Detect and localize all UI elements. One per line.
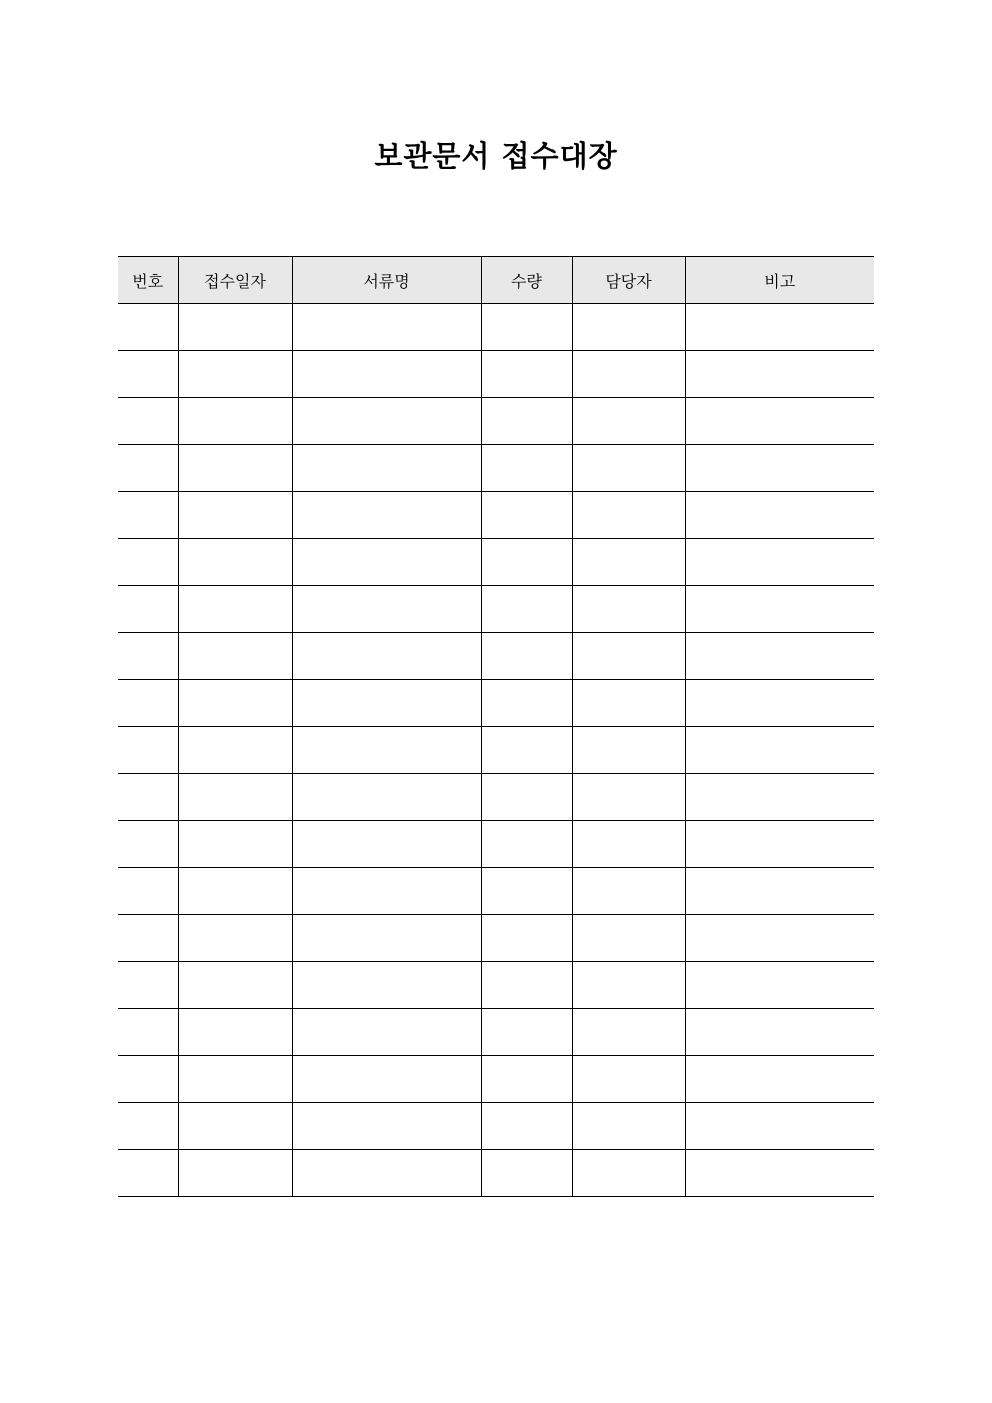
table-row — [118, 1009, 874, 1056]
cell-remarks[interactable] — [685, 868, 874, 915]
cell-number[interactable] — [118, 962, 178, 1009]
cell-person-in-charge[interactable] — [572, 680, 685, 727]
cell-quantity[interactable] — [481, 821, 572, 868]
cell-document-name[interactable] — [292, 351, 481, 398]
cell-number[interactable] — [118, 539, 178, 586]
cell-person-in-charge[interactable] — [572, 1009, 685, 1056]
cell-receipt-date[interactable] — [178, 727, 292, 774]
cell-quantity[interactable] — [481, 304, 572, 351]
cell-person-in-charge[interactable] — [572, 445, 685, 492]
cell-remarks[interactable] — [685, 351, 874, 398]
cell-receipt-date[interactable] — [178, 915, 292, 962]
cell-receipt-date[interactable] — [178, 680, 292, 727]
cell-quantity[interactable] — [481, 1150, 572, 1197]
cell-remarks[interactable] — [685, 1009, 874, 1056]
cell-remarks[interactable] — [685, 962, 874, 1009]
cell-document-name[interactable] — [292, 915, 481, 962]
cell-number[interactable] — [118, 727, 178, 774]
cell-remarks[interactable] — [685, 1056, 874, 1103]
cell-person-in-charge[interactable] — [572, 1056, 685, 1103]
cell-remarks[interactable] — [685, 1150, 874, 1197]
cell-number[interactable] — [118, 868, 178, 915]
cell-receipt-date[interactable] — [178, 821, 292, 868]
cell-person-in-charge[interactable] — [572, 633, 685, 680]
cell-number[interactable] — [118, 586, 178, 633]
cell-quantity[interactable] — [481, 727, 572, 774]
table-row — [118, 680, 874, 727]
cell-number[interactable] — [118, 351, 178, 398]
page-title: 보관문서 접수대장 — [374, 139, 618, 173]
cell-number[interactable] — [118, 774, 178, 821]
cell-receipt-date[interactable] — [178, 1056, 292, 1103]
header-number: 번호 — [118, 257, 178, 304]
cell-number[interactable] — [118, 1009, 178, 1056]
cell-remarks[interactable] — [685, 539, 874, 586]
cell-document-name[interactable] — [292, 962, 481, 1009]
cell-document-name[interactable] — [292, 445, 481, 492]
cell-receipt-date[interactable] — [178, 1103, 292, 1150]
cell-quantity[interactable] — [481, 398, 572, 445]
cell-quantity[interactable] — [481, 492, 572, 539]
table-row — [118, 492, 874, 539]
cell-remarks[interactable] — [685, 492, 874, 539]
cell-person-in-charge[interactable] — [572, 398, 685, 445]
table-header-row — [118, 257, 874, 304]
cell-person-in-charge[interactable] — [572, 962, 685, 1009]
cell-document-name[interactable] — [292, 398, 481, 445]
cell-person-in-charge[interactable] — [572, 351, 685, 398]
cell-person-in-charge[interactable] — [572, 492, 685, 539]
cell-person-in-charge[interactable] — [572, 727, 685, 774]
cell-receipt-date[interactable] — [178, 774, 292, 821]
cell-person-in-charge[interactable] — [572, 821, 685, 868]
header-receipt-date: 접수일자 — [178, 257, 292, 304]
cell-receipt-date[interactable] — [178, 304, 292, 351]
cell-receipt-date[interactable] — [178, 351, 292, 398]
table-row — [118, 539, 874, 586]
table-row — [118, 1103, 874, 1150]
cell-number[interactable] — [118, 492, 178, 539]
cell-quantity[interactable] — [481, 445, 572, 492]
cell-document-name[interactable] — [292, 633, 481, 680]
table-row — [118, 727, 874, 774]
cell-remarks[interactable] — [685, 1103, 874, 1150]
cell-receipt-date[interactable] — [178, 1009, 292, 1056]
table-row — [118, 445, 874, 492]
cell-document-name[interactable] — [292, 680, 481, 727]
table-row — [118, 868, 874, 915]
cell-quantity[interactable] — [481, 1056, 572, 1103]
cell-person-in-charge[interactable] — [572, 915, 685, 962]
cell-quantity[interactable] — [481, 774, 572, 821]
table-row — [118, 915, 874, 962]
receipt-ledger-table — [118, 256, 874, 1197]
cell-receipt-date[interactable] — [178, 398, 292, 445]
cell-remarks[interactable] — [685, 304, 874, 351]
table-row — [118, 586, 874, 633]
cell-document-name[interactable] — [292, 304, 481, 351]
cell-quantity[interactable] — [481, 633, 572, 680]
cell-number[interactable] — [118, 821, 178, 868]
cell-remarks[interactable] — [685, 774, 874, 821]
header-person-in-charge: 담당자 — [572, 257, 685, 304]
table-row — [118, 633, 874, 680]
cell-person-in-charge[interactable] — [572, 868, 685, 915]
cell-document-name[interactable] — [292, 539, 481, 586]
cell-receipt-date[interactable] — [178, 1150, 292, 1197]
cell-receipt-date[interactable] — [178, 868, 292, 915]
cell-quantity[interactable] — [481, 351, 572, 398]
cell-number[interactable] — [118, 445, 178, 492]
cell-person-in-charge[interactable] — [572, 1103, 685, 1150]
cell-quantity[interactable] — [481, 868, 572, 915]
cell-remarks[interactable] — [685, 445, 874, 492]
cell-number[interactable] — [118, 633, 178, 680]
cell-quantity[interactable] — [481, 1103, 572, 1150]
cell-quantity[interactable] — [481, 539, 572, 586]
header-document-name: 서류명 — [292, 257, 481, 304]
cell-quantity[interactable] — [481, 680, 572, 727]
cell-number[interactable] — [118, 304, 178, 351]
cell-document-name[interactable] — [292, 774, 481, 821]
cell-person-in-charge[interactable] — [572, 539, 685, 586]
header-remarks: 비고 — [685, 257, 874, 304]
cell-person-in-charge[interactable] — [572, 586, 685, 633]
cell-number[interactable] — [118, 1056, 178, 1103]
cell-number[interactable] — [118, 398, 178, 445]
table-row — [118, 351, 874, 398]
cell-person-in-charge[interactable] — [572, 774, 685, 821]
cell-remarks[interactable] — [685, 633, 874, 680]
table-row — [118, 774, 874, 821]
table-row — [118, 1056, 874, 1103]
cell-receipt-date[interactable] — [178, 962, 292, 1009]
cell-document-name[interactable] — [292, 1009, 481, 1056]
cell-document-name[interactable] — [292, 1150, 481, 1197]
cell-receipt-date[interactable] — [178, 633, 292, 680]
table-row — [118, 304, 874, 351]
cell-document-name[interactable] — [292, 492, 481, 539]
cell-document-name[interactable] — [292, 586, 481, 633]
cell-receipt-date[interactable] — [178, 586, 292, 633]
table-row — [118, 962, 874, 1009]
cell-document-name[interactable] — [292, 1056, 481, 1103]
table-body — [118, 304, 874, 1197]
cell-remarks[interactable] — [685, 727, 874, 774]
cell-document-name[interactable] — [292, 821, 481, 868]
cell-quantity[interactable] — [481, 962, 572, 1009]
cell-remarks[interactable] — [685, 586, 874, 633]
table-row — [118, 398, 874, 445]
cell-person-in-charge[interactable] — [572, 304, 685, 351]
table-row — [118, 1150, 874, 1197]
cell-number[interactable] — [118, 915, 178, 962]
cell-document-name[interactable] — [292, 1103, 481, 1150]
cell-quantity[interactable] — [481, 1009, 572, 1056]
cell-remarks[interactable] — [685, 398, 874, 445]
cell-remarks[interactable] — [685, 915, 874, 962]
cell-number[interactable] — [118, 1103, 178, 1150]
cell-remarks[interactable] — [685, 821, 874, 868]
cell-quantity[interactable] — [481, 586, 572, 633]
table-row — [118, 821, 874, 868]
cell-receipt-date[interactable] — [178, 539, 292, 586]
cell-document-name[interactable] — [292, 727, 481, 774]
cell-receipt-date[interactable] — [178, 492, 292, 539]
cell-document-name[interactable] — [292, 868, 481, 915]
cell-quantity[interactable] — [481, 915, 572, 962]
cell-receipt-date[interactable] — [178, 445, 292, 492]
cell-remarks[interactable] — [685, 680, 874, 727]
cell-number[interactable] — [118, 680, 178, 727]
cell-number[interactable] — [118, 1150, 178, 1197]
cell-person-in-charge[interactable] — [572, 1150, 685, 1197]
header-quantity: 수량 — [481, 257, 572, 304]
